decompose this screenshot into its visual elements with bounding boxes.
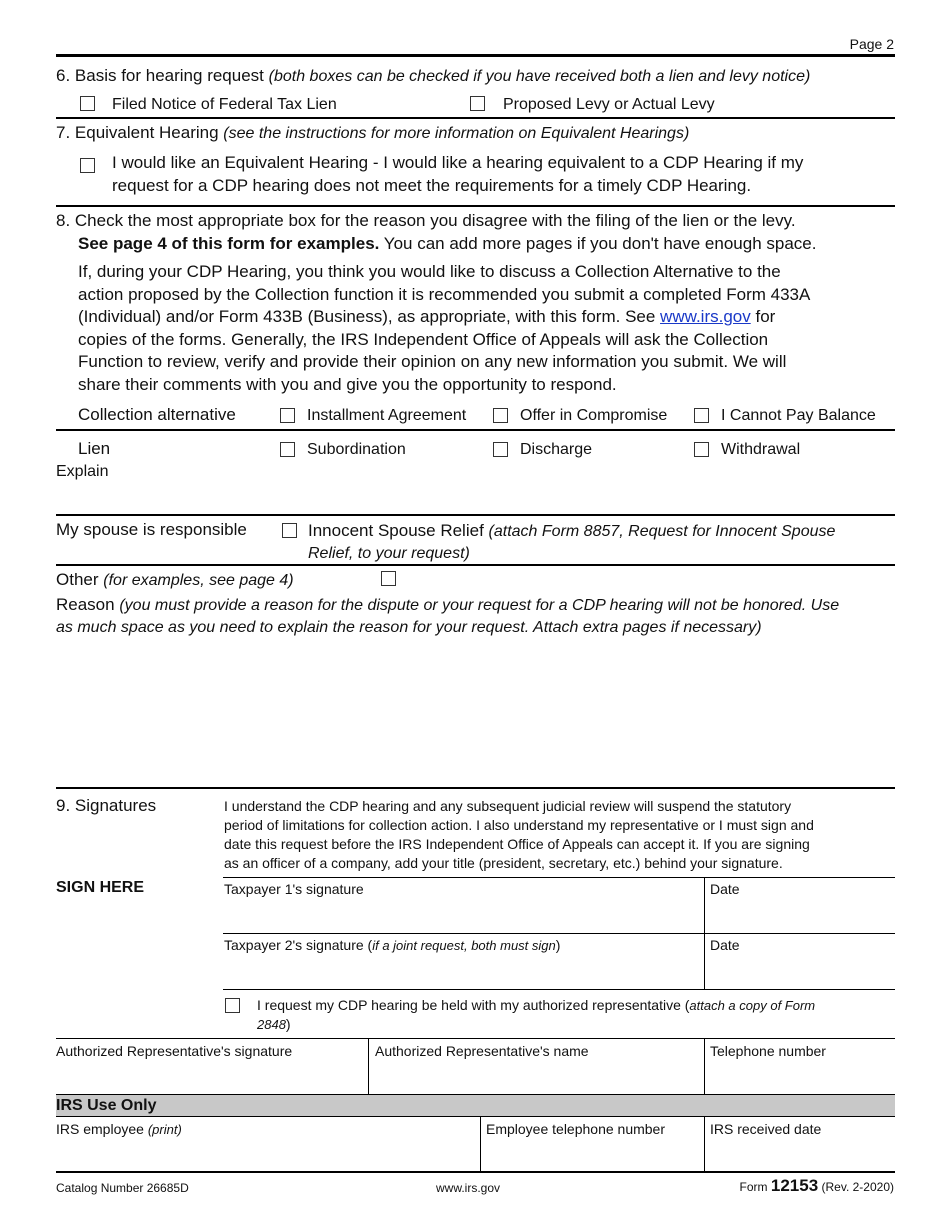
taxpayer2-signature-field[interactable]: [224, 956, 700, 986]
installment-agreement-label: Installment Agreement: [307, 407, 467, 424]
divider: [56, 564, 895, 566]
collection-alternative-info: If, during your CDP Hearing, you think you would like to discuss a Collection Alternative to the action proposed by the Collection function it is recommended you submit a completed Form 433A (Individual) and/or Form 433B (Business), as appropriate, with this form. See www.irs.gov for copies of the forms. Generally, the IRS Independent Office of Appeals will ask the Collection Function to review, verify and provide their opinion on any new information you submit. We will share their comments with you and give you the opportunity to respond.: [78, 262, 811, 394]
offer-in-compromise-label: Offer in Compromise: [520, 407, 668, 424]
rep-name-field[interactable]: [375, 1062, 700, 1092]
sign-here-label: SIGN HERE: [56, 879, 145, 896]
divider: [223, 989, 895, 990]
cannot-pay-label: I Cannot Pay Balance: [721, 407, 876, 424]
divider: [223, 933, 895, 934]
withdrawal-checkbox[interactable]: [694, 442, 709, 457]
equivalent-hearing-text: I would like an Equivalent Hearing - I would like a hearing equivalent to a CDP Hearing if my request for a CDP hearing does not meet the requirements for a timely CDP Hearing.: [112, 153, 804, 195]
rep-signature-field[interactable]: [56, 1062, 364, 1092]
date2-field[interactable]: [710, 956, 895, 986]
divider: [56, 787, 895, 789]
lien-notice-label: Filed Notice of Federal Tax Lien: [112, 96, 337, 113]
divider: [223, 877, 895, 878]
section-7-title: 7. Equivalent Hearing (see the instructions for more information on Equivalent Hearings): [56, 123, 690, 142]
divider: [704, 1039, 705, 1094]
date2-label: Date: [710, 937, 740, 953]
form-number: Form 12153 (Rev. 2-2020): [739, 1176, 894, 1195]
reason-label: Reason (you must provide a reason for the dispute or your request for a CDP hearing will not be honored. Use as much space as you need to explain the reason for your request. Attach extra pages if necessary): [56, 595, 840, 636]
rep-name-label: Authorized Representative's name: [375, 1043, 589, 1059]
reason-input[interactable]: [56, 640, 895, 780]
taxpayer1-signature-field[interactable]: [224, 900, 700, 930]
other-checkbox[interactable]: [381, 571, 396, 586]
catalog-number: Catalog Number 26685D: [56, 1181, 189, 1195]
levy-checkbox[interactable]: [470, 96, 485, 111]
discharge-label: Discharge: [520, 441, 593, 458]
divider: [368, 1039, 369, 1094]
taxpayer1-signature-label: Taxpayer 1's signature: [224, 881, 364, 897]
lien-notice-checkbox[interactable]: [80, 96, 95, 111]
irs-received-date-label: IRS received date: [710, 1121, 822, 1137]
employee-telephone-label: Employee telephone number: [486, 1121, 666, 1137]
divider: [56, 1171, 895, 1173]
divider: [56, 117, 895, 119]
innocent-spouse-checkbox[interactable]: [282, 523, 297, 538]
divider: [56, 429, 895, 431]
explain-input[interactable]: [56, 484, 895, 512]
irs-link[interactable]: www.irs.gov: [660, 307, 751, 326]
irs-use-only-header: [56, 1094, 895, 1117]
cannot-pay-checkbox[interactable]: [694, 408, 709, 423]
telephone-field[interactable]: [710, 1062, 895, 1092]
divider: [56, 514, 895, 516]
offer-in-compromise-checkbox[interactable]: [493, 408, 508, 423]
installment-agreement-checkbox[interactable]: [280, 408, 295, 423]
other-label: Other (for examples, see page 4): [56, 570, 294, 589]
spouse-label: My spouse is responsible: [56, 520, 247, 539]
equivalent-hearing-checkbox[interactable]: [80, 158, 95, 173]
lien-label: Lien: [78, 439, 111, 458]
collection-alternative-label: Collection alternative: [78, 405, 236, 424]
divider: [480, 1117, 481, 1172]
signature-statement: I understand the CDP hearing and any subsequent judicial review will suspend the statutory period of limitations for collection action. I also understand my representative or I must sign and date this request before the IRS Independent Office of Appeals can accept it. If you are signing as an officer of a company, add your title (president, secretary, etc.) behind your signature.: [224, 798, 814, 871]
representative-request-label: I request my CDP hearing be held with my authorized representative (attach a copy of Form 2848): [257, 997, 816, 1032]
withdrawal-label: Withdrawal: [721, 441, 801, 458]
irs-use-only-title: IRS Use Only: [56, 1097, 157, 1114]
subordination-label: Subordination: [307, 441, 406, 458]
footer-website: www.irs.gov: [436, 1181, 501, 1195]
explain-label: Explain: [56, 463, 109, 480]
rep-signature-label: Authorized Representative's signature: [56, 1043, 293, 1059]
telephone-label: Telephone number: [710, 1043, 826, 1059]
representative-request-checkbox[interactable]: [225, 998, 240, 1013]
section-8-title: 8. Check the most appropriate box for the reason you disagree with the filing of the lien or the levy. See page 4 of this form for examples. You can add more pages if you don't have enough space.: [56, 211, 817, 253]
levy-label: Proposed Levy or Actual Levy: [503, 96, 715, 113]
page-number: Page 2: [849, 36, 894, 52]
irs-employee-label: IRS employee (print): [56, 1121, 182, 1137]
taxpayer2-signature-label: Taxpayer 2's signature (if a joint request, both must sign): [224, 937, 561, 953]
divider: [56, 205, 895, 207]
discharge-checkbox[interactable]: [493, 442, 508, 457]
innocent-spouse-label: Innocent Spouse Relief (attach Form 8857, Request for Innocent Spouse Relief, to your request): [308, 521, 836, 562]
subordination-checkbox[interactable]: [280, 442, 295, 457]
section-9-title: 9. Signatures: [56, 796, 157, 815]
divider: [56, 54, 895, 57]
divider: [56, 1038, 895, 1039]
date1-label: Date: [710, 881, 740, 897]
divider: [704, 1117, 705, 1172]
section-6-title: 6. Basis for hearing request (both boxes can be checked if you have received both a lien and levy notice): [56, 66, 811, 85]
date1-field[interactable]: [710, 900, 895, 930]
